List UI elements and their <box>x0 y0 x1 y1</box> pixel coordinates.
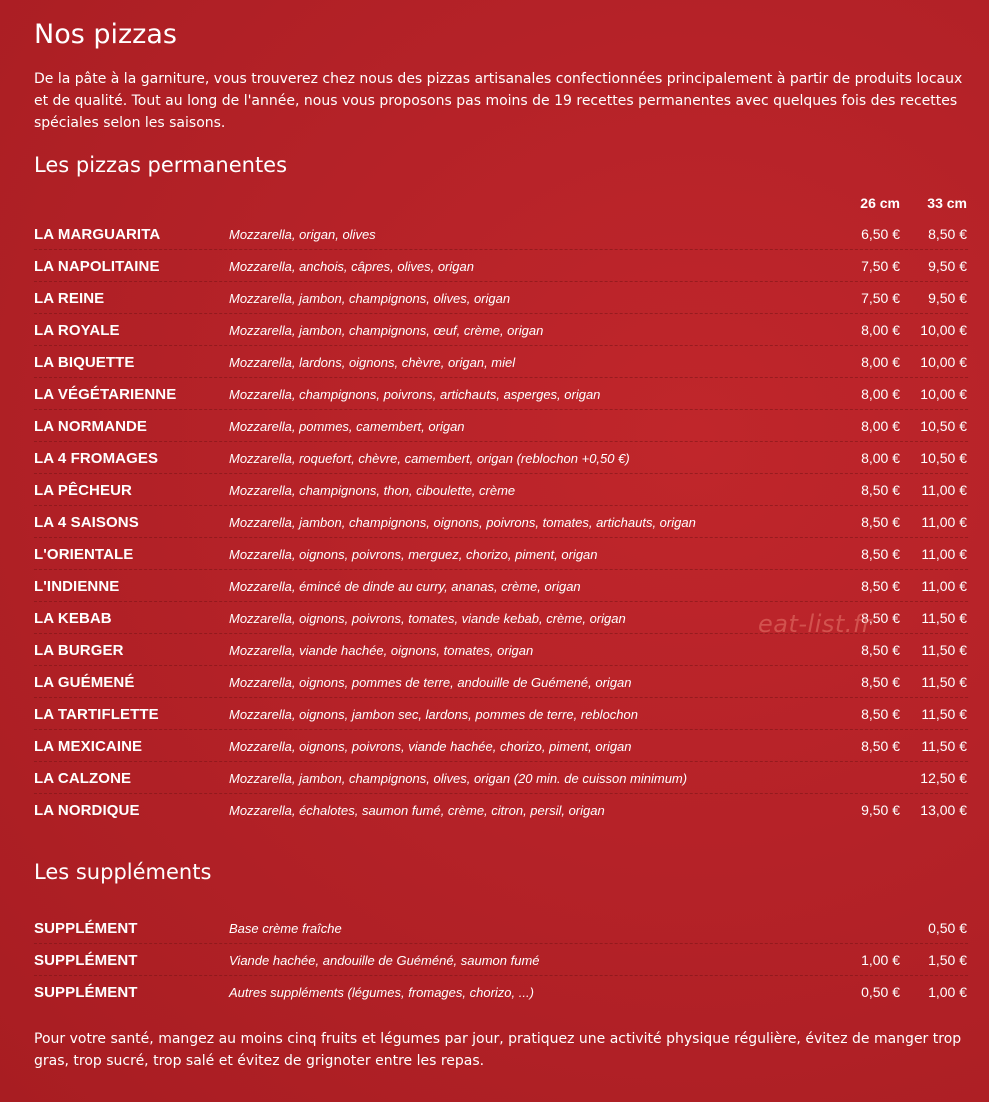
supplement-row <box>34 976 968 1008</box>
item-name: SUPPLÉMENT <box>34 984 138 1001</box>
item-name: LA NORDIQUE <box>34 802 140 819</box>
pizza-row <box>34 218 968 250</box>
price-26cm: 8,50 € <box>861 578 900 594</box>
health-notice: Pour votre santé, mangez au moins cinq fruits et légumes par jour, pratiquez une activité physique régulière, évitez de manger trop gras, trop sucré, trop salé et évitez de grignoter entre les repas. <box>34 1031 962 1069</box>
price-33cm: 10,00 € <box>920 386 967 402</box>
price-26cm: 8,50 € <box>861 642 900 658</box>
pizza-row <box>34 538 968 570</box>
price-26cm: 8,50 € <box>861 546 900 562</box>
price-33cm: 10,50 € <box>920 450 967 466</box>
price-33cm: 10,00 € <box>920 322 967 338</box>
item-description: Mozzarella, roquefort, chèvre, camembert, origan (reblochon +0,50 €) <box>229 451 630 466</box>
item-description: Mozzarella, jambon, champignons, œuf, crème, origan <box>229 323 544 338</box>
item-description: Mozzarella, oignons, poivrons, viande hachée, chorizo, piment, origan <box>229 739 632 754</box>
item-description: Viande hachée, andouille de Guéméné, saumon fumé <box>229 953 540 968</box>
item-name: L'INDIENNE <box>34 578 120 595</box>
price-26cm: 8,00 € <box>861 418 900 434</box>
pizza-row <box>34 474 968 506</box>
item-name: LA CALZONE <box>34 770 132 787</box>
price-26cm: 8,50 € <box>861 482 900 498</box>
pizza-row <box>34 346 968 378</box>
price-33cm: 11,50 € <box>921 706 967 722</box>
item-description: Mozzarella, champignons, thon, ciboulette, crème <box>229 483 516 498</box>
supplements-list <box>34 912 968 1008</box>
item-name: L'ORIENTALE <box>34 546 134 563</box>
item-name: LA NAPOLITAINE <box>34 258 160 275</box>
price-26cm: 8,00 € <box>861 450 900 466</box>
pizza-row <box>34 250 968 282</box>
pizza-row <box>34 506 968 538</box>
item-name: LA TARTIFLETTE <box>34 706 159 723</box>
item-name: LA BURGER <box>34 642 124 659</box>
permanent-pizza-list <box>34 218 968 826</box>
intro-paragraph: De la pâte à la garniture, vous trouverez chez nous des pizzas artisanales confectionnées principalement à partir de produits locaux et de qualité. Tout au long de l'année, nous vous proposons pas moins de 19 recettes permanentes avec quelques fois des recettes spéciales selon les saisons. <box>34 71 963 131</box>
permanent-pizzas-heading: Les pizzas permanentes <box>34 153 288 177</box>
price-33cm: 11,00 € <box>921 546 967 562</box>
price-26cm: 8,00 € <box>861 386 900 402</box>
pizza-row <box>34 570 968 602</box>
pizza-row <box>34 794 968 826</box>
supplement-row <box>34 944 968 976</box>
price-26cm: 7,50 € <box>861 258 900 274</box>
price-33cm: 13,00 € <box>920 802 967 818</box>
pizza-row <box>34 762 968 794</box>
price-33cm: 11,50 € <box>921 674 967 690</box>
item-name: SUPPLÉMENT <box>34 952 138 969</box>
item-name: LA ROYALE <box>34 322 120 339</box>
item-name: LA REINE <box>34 290 105 307</box>
price-33cm: 11,50 € <box>921 738 967 754</box>
price-33cm: 11,50 € <box>921 642 967 658</box>
item-description: Mozzarella, oignons, poivrons, tomates, viande kebab, crème, origan <box>229 611 626 626</box>
size-26-label: 26 cm <box>860 195 900 211</box>
price-26cm: 8,00 € <box>861 322 900 338</box>
price-33cm: 1,50 € <box>928 952 967 968</box>
price-26cm: 6,50 € <box>861 226 900 242</box>
item-name: LA KEBAB <box>34 610 112 627</box>
price-26cm: 1,00 € <box>861 952 900 968</box>
pizza-row <box>34 666 968 698</box>
pizza-row <box>34 698 968 730</box>
pizza-row <box>34 378 968 410</box>
price-33cm: 12,50 € <box>920 770 967 786</box>
supplements-heading: Les suppléments <box>34 860 212 884</box>
item-description: Mozzarella, jambon, champignons, oignons, poivrons, tomates, artichauts, origan <box>229 515 696 530</box>
item-name: LA 4 FROMAGES <box>34 450 159 467</box>
price-33cm: 0,50 € <box>928 920 967 936</box>
size-header <box>34 192 968 218</box>
price-33cm: 11,50 € <box>921 610 967 626</box>
item-description: Base crème fraîche <box>229 921 342 936</box>
price-26cm: 8,00 € <box>861 354 900 370</box>
item-description: Mozzarella, anchois, câpres, olives, origan <box>229 259 474 274</box>
item-name: LA BIQUETTE <box>34 354 135 371</box>
watermark: eat-list.fr <box>758 610 873 638</box>
item-name: LA MEXICAINE <box>34 738 143 755</box>
item-description: Mozzarella, pommes, camembert, origan <box>229 419 465 434</box>
price-33cm: 10,50 € <box>920 418 967 434</box>
page-title: Nos pizzas <box>34 19 177 50</box>
item-description: Mozzarella, jambon, champignons, olives, origan <box>229 291 511 306</box>
item-description: Mozzarella, lardons, oignons, chèvre, origan, miel <box>229 355 516 370</box>
item-name: SUPPLÉMENT <box>34 920 138 937</box>
item-description: Mozzarella, champignons, poivrons, artichauts, asperges, origan <box>229 387 601 402</box>
pizza-row <box>34 634 968 666</box>
item-name: LA NORMANDE <box>34 418 148 435</box>
price-26cm: 8,50 € <box>861 674 900 690</box>
supplement-row <box>34 912 968 944</box>
item-description: Mozzarella, oignons, pommes de terre, andouille de Guémené, origan <box>229 675 632 690</box>
price-26cm: 9,50 € <box>861 802 900 818</box>
price-33cm: 11,00 € <box>921 578 967 594</box>
price-26cm: 8,50 € <box>861 738 900 754</box>
item-name: LA 4 SAISONS <box>34 514 139 531</box>
item-name: LA MARGUARITA <box>34 226 161 243</box>
menu-page <box>34 0 968 1072</box>
item-description: Mozzarella, oignons, poivrons, merguez, chorizo, piment, origan <box>229 547 598 562</box>
item-name: LA GUÉMENÉ <box>34 674 135 691</box>
price-33cm: 1,00 € <box>928 984 967 1000</box>
price-26cm: 0,50 € <box>861 984 900 1000</box>
price-26cm: 8,50 € <box>861 514 900 530</box>
price-26cm: 8,50 € <box>861 706 900 722</box>
item-description: Mozzarella, viande hachée, oignons, tomates, origan <box>229 643 534 658</box>
pizza-row <box>34 282 968 314</box>
item-description: Mozzarella, oignons, jambon sec, lardons, pommes de terre, reblochon <box>229 707 638 722</box>
pizza-row <box>34 730 968 762</box>
item-description: Mozzarella, émincé de dinde au curry, ananas, crème, origan <box>229 579 581 594</box>
price-26cm: 8,50 € <box>861 610 900 626</box>
price-33cm: 10,00 € <box>920 354 967 370</box>
item-description: Mozzarella, jambon, champignons, olives, origan (20 min. de cuisson minimum) <box>229 771 688 786</box>
price-33cm: 11,00 € <box>921 514 967 530</box>
price-33cm: 9,50 € <box>928 290 967 306</box>
price-33cm: 9,50 € <box>928 258 967 274</box>
pizza-row <box>34 314 968 346</box>
pizza-row <box>34 442 968 474</box>
item-description: Mozzarella, origan, olives <box>229 227 376 242</box>
item-description: Autres suppléments (légumes, fromages, chorizo, ...) <box>229 985 534 1000</box>
size-33-label: 33 cm <box>927 195 967 211</box>
item-name: LA VÉGÉTARIENNE <box>34 386 177 403</box>
pizza-row <box>34 410 968 442</box>
item-name: LA PÊCHEUR <box>34 482 132 499</box>
price-33cm: 11,00 € <box>921 482 967 498</box>
item-description: Mozzarella, échalotes, saumon fumé, crème, citron, persil, origan <box>229 803 605 818</box>
price-33cm: 8,50 € <box>928 226 967 242</box>
price-26cm: 7,50 € <box>861 290 900 306</box>
